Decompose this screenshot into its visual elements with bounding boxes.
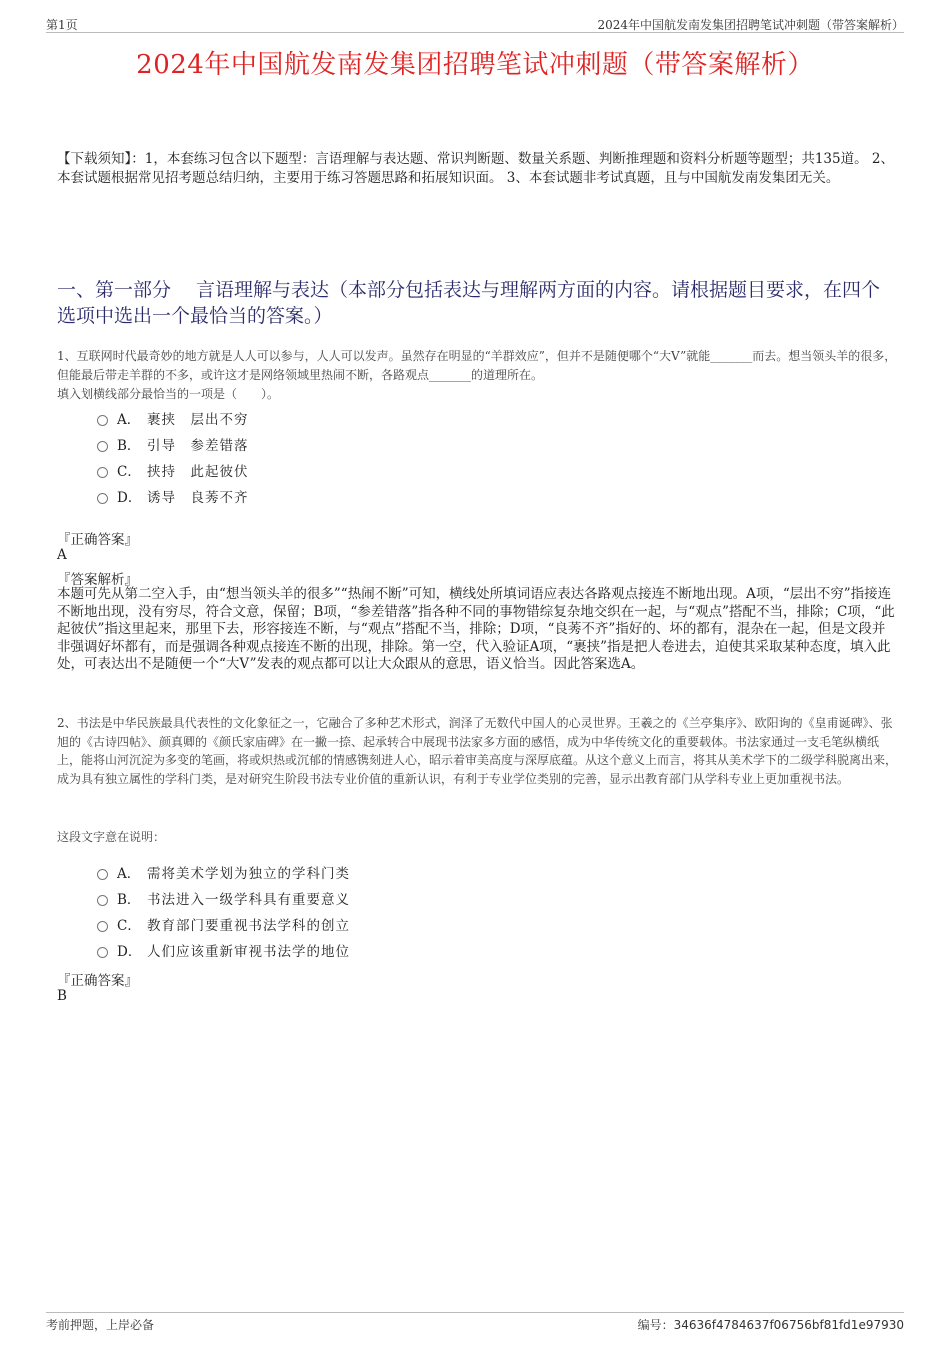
answer-heading: 『正确答案』	[57, 973, 138, 989]
question-2-options	[97, 859, 350, 963]
option-d[interactable]: D． 人们应该重新审视书法学的地位	[97, 937, 350, 963]
option-b[interactable]: B． 引导 参差错落	[97, 431, 249, 457]
section-title: 一、第一部分 言语理解与表达（本部分包括表达与理解两方面的内容。请根据题目要求，在四个选项中选出一个最恰当的答案。）	[57, 279, 881, 327]
option-a[interactable]: A． 需将美术学划为独立的学科门类	[97, 859, 350, 885]
option-b[interactable]: B． 书法进入一级学科具有重要意义	[97, 885, 350, 911]
download-notice: 【下载须知】：1，本套练习包含以下题型：言语理解与表达题、常识判断题、数量关系题、判断推理题和资料分析题等题型；共135道。 2、本套试题根据常见招考题总结归纳，主要用于练习答题思路和拓展知识面。 3、本套试题非考试真题，且与中国航发南发集团无关。	[57, 151, 894, 186]
document-title: 2024年中国航发南发集团招聘笔试冲刺题（带答案解析）	[136, 50, 814, 80]
answer-heading: 『正确答案』	[57, 532, 138, 548]
header-title: 2024年中国航发南发集团招聘笔试冲刺题（带答案解析）	[597, 18, 904, 32]
radio-icon[interactable]	[97, 895, 108, 906]
question-2-prompt: 这段文字意在说明：	[57, 830, 166, 844]
option-c[interactable]: C． 挟持 此起彼伏	[97, 457, 249, 483]
question-1-prompt: 填入划横线部分最恰当的一项是（ ）。	[57, 387, 280, 401]
footer-code: 编号：34636f4784637f06756bf81fd1e97930	[637, 1318, 904, 1332]
radio-icon[interactable]	[97, 467, 108, 478]
question-2-stem: 2、书法是中华民族最具代表性的文化象征之一，它融合了多种艺术形式，润泽了无数代中国人的心灵世界。王羲之的《兰亭集序》、欧阳询的《皇甫诞碑》、张旭的《古诗四帖》、颜真卿的《颜氏家庙碑》在一撇一捺、起承转合中展现书法家多方面的感悟，成为中华传统文化的重要载体。书法家通过一支毛笔纵横纸上，能将山河沉淀为多变的笔画，将或炽热或沉郁的情感镌刻进人心，昭示着审美高度与深厚底蕴。从这个意义上而言，将其从美术学下的二级学科脱离出来，成为具有独立属性的学科门类，是对研究生阶段书法专业价值的重新认识，有利于专业学位类别的完善，显示出教育部门从学科专业上更加重视书法。	[57, 716, 898, 786]
answer-value: A	[57, 547, 67, 563]
page-footer	[46, 1312, 904, 1333]
page-number: 第1页	[46, 18, 78, 32]
radio-icon[interactable]	[97, 921, 108, 932]
analysis-heading: 『答案解析』	[57, 572, 138, 588]
radio-icon[interactable]	[97, 947, 108, 958]
answer-value: B	[57, 988, 67, 1004]
option-c[interactable]: C． 教育部门要重视书法学科的创立	[97, 911, 350, 937]
question-1-stem: 1、互联网时代最奇妙的地方就是人人可以参与，人人可以发声。虽然存在明显的“羊群效应”，但并不是随便哪个“大V”就能_______而去。想当领头羊的很多，但能最后带走羊群的不多，或许这才是网络领域里热闹不断，各路观点_______的道理所在。	[57, 349, 897, 382]
question-1-options	[97, 405, 249, 509]
radio-icon[interactable]	[97, 869, 108, 880]
footer-slogan: 考前押题，上岸必备	[46, 1318, 155, 1332]
page-header	[46, 14, 904, 33]
radio-icon[interactable]	[97, 493, 108, 504]
option-d[interactable]: D． 诱导 良莠不齐	[97, 483, 249, 509]
radio-icon[interactable]	[97, 415, 108, 426]
analysis-text: 本题可先从第二空入手，由“想当领头羊的很多”“热闹不断”可知，横线处所填词语应表达各路观点接连不断地出现。A项，“层出不穷”指接连不断地出现，没有穷尽，符合文意，保留；B项，“参差错落”指各种不同的事物错综复杂地交织在一起，与“观点”搭配不当，排除；C项，“此起彼伏”指这里起来，那里下去，形容接连不断，与“观点”搭配不当，排除；D项，“良莠不齐”指好的、坏的都有，混杂在一起，但是文段并非强调好坏都有，而是强调各种观点接连不断的出现，排除。第一空，代入验证A项，“裹挟”指是把人卷进去，迫使其采取某种态度，填入此处，可表达出不是随便一个“大V”发表的观点都可以让大众跟从的意思，语义恰当。因此答案选A。	[57, 586, 895, 672]
option-a[interactable]: A． 裹挟 层出不穷	[97, 405, 249, 431]
radio-icon[interactable]	[97, 441, 108, 452]
